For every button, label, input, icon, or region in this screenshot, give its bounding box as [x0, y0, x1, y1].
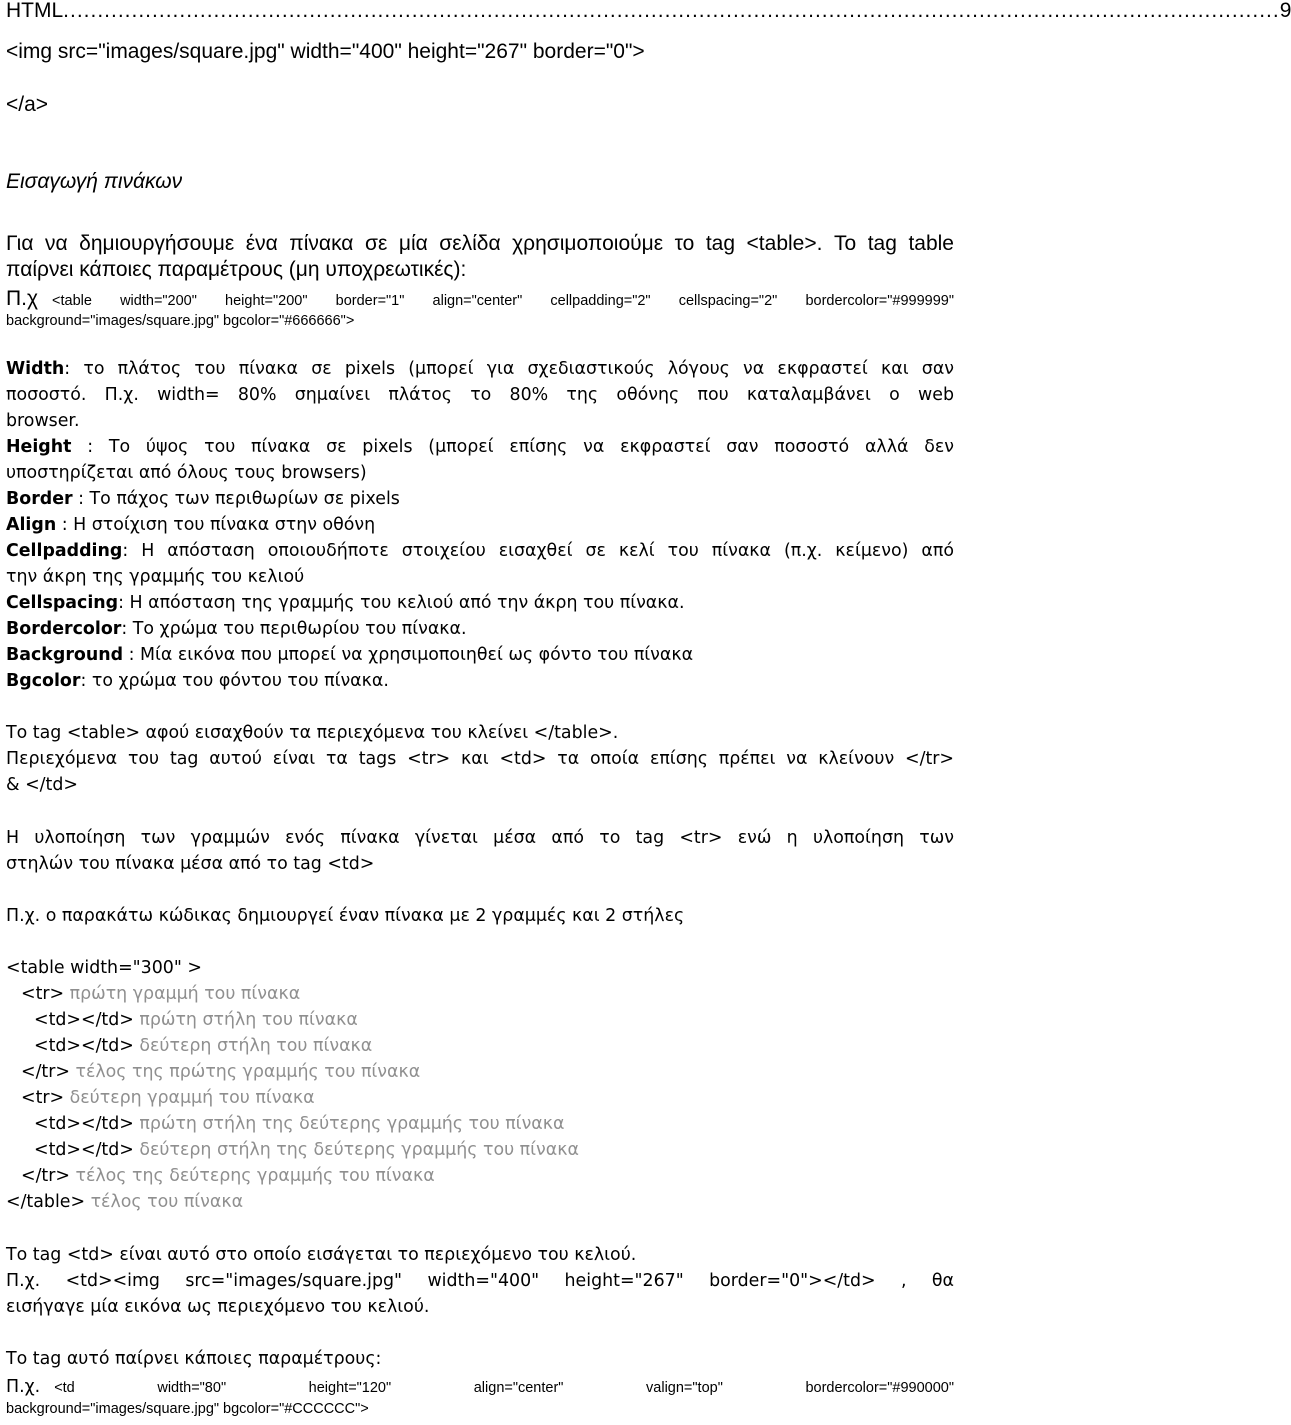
code-line: <td></td> δεύτερη στήλη του πίνακα — [34, 1036, 373, 1056]
paragraph5-line2: Π.χ. <td><img src="images/square.jpg" width="400" height="267" border="0"></td> , θα — [6, 1271, 954, 1291]
close-anchor-code: </a> — [6, 93, 49, 116]
param-bgcolor-name: Bgcolor — [6, 671, 81, 691]
param-cellspacing-name: Cellspacing — [6, 593, 119, 613]
code-line: <td></td> δεύτερη στήλη της δεύτερης γραμμής του πίνακα — [34, 1140, 579, 1160]
paragraph6-prefix: Π.χ. — [6, 1377, 41, 1397]
code-comment: πρώτη στήλη του πίνακα — [139, 1010, 358, 1030]
param-cellpadding-line1: Cellpadding: Η απόσταση οποιουδήποτε στοιχείου εισαχθεί σε κελί του πίνακα (π.χ. κείμενο) από — [6, 541, 954, 561]
param-border-line: Border : Το πάχος των περιθωρίων σε pixels — [6, 489, 400, 509]
param-border-desc: Το πάχος των περιθωρίων σε pixels — [89, 489, 400, 509]
code-comment: τέλος της πρώτης γραμμής του πίνακα — [75, 1062, 421, 1082]
param-align-desc: Η στοίχιση του πίνακα στην οθόνη — [73, 515, 376, 535]
param-align-line: Align : Η στοίχιση του πίνακα στην οθόνη — [6, 515, 376, 535]
paragraph1-line2: παίρνει κάποιες παραμέτρους (μη υποχρεωτικές): — [6, 258, 467, 281]
paragraph1-line1: Για να δημιουργήσουμε ένα πίνακα σε μία σελίδα χρησιμοποιούμε το tag <table>. Το tag table — [6, 232, 954, 255]
param-width-desc1: το πλάτος του πίνακα σε pixels (μπορεί για σχεδιαστικούς λόγους να εκφραστεί και σαν — [83, 359, 955, 379]
code-line: <tr> πρώτη γραμμή του πίνακα — [21, 984, 301, 1004]
param-cellspacing-line: Cellspacing: Η απόσταση της γραμμής του κελιού από την άκρη του πίνακα. — [6, 593, 685, 613]
param-background-desc: Μία εικόνα που μπορεί να χρησιμοποιηθεί ως φόντο του πίνακα — [139, 645, 694, 665]
paragraph6-code-line2: background="images/square.jpg" bgcolor="#CCCCCC"> — [6, 1401, 369, 1417]
paragraph3-line1: Η υλοποίηση των γραμμών ενός πίνακα γίνεται μέσα από το tag <tr> ενώ η υλοποίηση των — [6, 828, 954, 848]
code-comment: τέλος της δεύτερης γραμμής του πίνακα — [75, 1166, 435, 1186]
code-line: <td></td> πρώτη στήλη του πίνακα — [34, 1010, 358, 1030]
code-comment: δεύτερη γραμμή του πίνακα — [69, 1088, 315, 1108]
code-comment: πρώτη στήλη της δεύτερης γραμμής του πίνακα — [139, 1114, 565, 1134]
paragraph2-line3: & </td> — [6, 775, 78, 795]
param-bgcolor-line: Bgcolor: το χρώμα του φόντου του πίνακα. — [6, 671, 389, 691]
param-width-desc2: ποσοστό. Π.χ. width= 80% σημαίνει πλάτος το 80% της οθόνης που καταλαμβάνει ο web — [6, 385, 954, 405]
paragraph5-line3: εισήγαγε μία εικόνα ως περιεχόμενο του κελιού. — [6, 1297, 430, 1317]
paragraph3-line2: στηλών του πίνακα μέσα από το tag <td> — [6, 854, 375, 874]
param-bordercolor-line: Bordercolor: Το χρώμα του περιθωρίου του πίνακα. — [6, 619, 467, 639]
param-width-name: Width — [6, 359, 65, 379]
code-line: <td></td> πρώτη στήλη της δεύτερης γραμμής του πίνακα — [34, 1114, 565, 1134]
paragraph2-line2: Περιεχόμενα του tag αυτού είναι τα tags <tr> και <td> τα οποία επίσης πρέπει να κλείνουν </tr> — [6, 749, 954, 769]
param-border-name: Border — [6, 489, 73, 509]
param-width-desc3: browser. — [6, 411, 80, 431]
param-cellpadding-desc1: Η απόσταση οποιουδήποτε στοιχείου εισαχθεί σε κελί του πίνακα (π.χ. κείμενο) από — [141, 541, 954, 561]
example1-code-line1: <table width="200" height="200" border="1" align="center" cellpadding="2" cellspacing="2" bordercolor="#999999" — [52, 293, 954, 309]
paragraph6-example — [6, 1377, 954, 1397]
code-line: <table width="300" > — [6, 958, 202, 978]
code-comment: τέλος του πίνακα — [90, 1192, 244, 1212]
param-height-desc2: υποστηρίζεται από όλους τους browsers) — [6, 463, 367, 483]
param-height-name: Height — [6, 437, 72, 457]
code-line: </tr> τέλος της πρώτης γραμμής του πίνακα — [21, 1062, 421, 1082]
paragraph2-line1: Το tag <table> αφού εισαχθούν τα περιεχόμενα του κλείνει </table>. — [6, 723, 619, 743]
paragraph6-code-line1: <td width="80" height="120" align="center" valign="top" bordercolor="#990000" — [54, 1380, 954, 1396]
img-code-line: <img src="images/square.jpg" width="400" height="267" border="0"> — [6, 40, 645, 63]
example1-code-line2: background="images/square.jpg" bgcolor="#666666"> — [6, 313, 355, 329]
param-align-name: Align — [6, 515, 57, 535]
code-line: </tr> τέλος της δεύτερης γραμμής του πίνακα — [21, 1166, 435, 1186]
param-background-name: Background — [6, 645, 124, 665]
header-dot-leader: .................................................................................................................................................................................. — [63, 0, 1280, 22]
param-height-line1: Height : Το ύψος του πίνακα σε pixels (μπορεί επίσης να εκφραστεί σαν ποσοστό αλλά δεν — [6, 437, 954, 457]
param-height-desc1: Το ύψος του πίνακα σε pixels (μπορεί επίσης να εκφραστεί σαν ποσοστό αλλά δεν — [108, 437, 954, 457]
param-cellpadding-name: Cellpadding — [6, 541, 123, 561]
param-background-line: Background : Μία εικόνα που μπορεί να χρησιμοποιηθεί ως φόντο του πίνακα — [6, 645, 694, 665]
header-title: HTML — [6, 0, 64, 22]
paragraph6-line1: Το tag αυτό παίρνει κάποιες παραμέτρους: — [6, 1349, 382, 1369]
section-title: Εισαγωγή πινάκων — [6, 170, 183, 193]
header-page-number: 9 — [1279, 0, 1291, 22]
param-bgcolor-desc: το χρώμα του φόντου του πίνακα. — [91, 671, 389, 691]
code-line: <tr> δεύτερη γραμμή του πίνακα — [21, 1088, 315, 1108]
paragraph5-line1: Το tag <td> είναι αυτό στο οποίο εισάγεται το περιεχόμενο του κελιού. — [6, 1245, 637, 1265]
example1-prefix: Π.χ — [6, 287, 39, 310]
code-comment: δεύτερη στήλη της δεύτερης γραμμής του πίνακα — [139, 1140, 579, 1160]
param-bordercolor-desc: Το χρώμα του περιθωρίου του πίνακα. — [132, 619, 467, 639]
param-bordercolor-name: Bordercolor — [6, 619, 122, 639]
code-line: </table> τέλος του πίνακα — [6, 1192, 244, 1212]
param-width-line1: Width: το πλάτος του πίνακα σε pixels (μπορεί για σχεδιαστικούς λόγους να εκφραστεί και σαν — [6, 359, 955, 379]
paragraph4: Π.χ. ο παρακάτω κώδικας δημιουργεί έναν πίνακα με 2 γραμμές και 2 στήλες — [6, 906, 685, 926]
example1-line1 — [6, 287, 954, 311]
param-cellspacing-desc: Η απόσταση της γραμμής του κελιού από την άκρη του πίνακα. — [129, 593, 685, 613]
page-header — [6, 0, 1291, 24]
code-comment: δεύτερη στήλη του πίνακα — [139, 1036, 373, 1056]
param-cellpadding-desc2: την άκρη της γραμμής του κελιού — [6, 567, 305, 587]
code-comment: πρώτη γραμμή του πίνακα — [69, 984, 301, 1004]
